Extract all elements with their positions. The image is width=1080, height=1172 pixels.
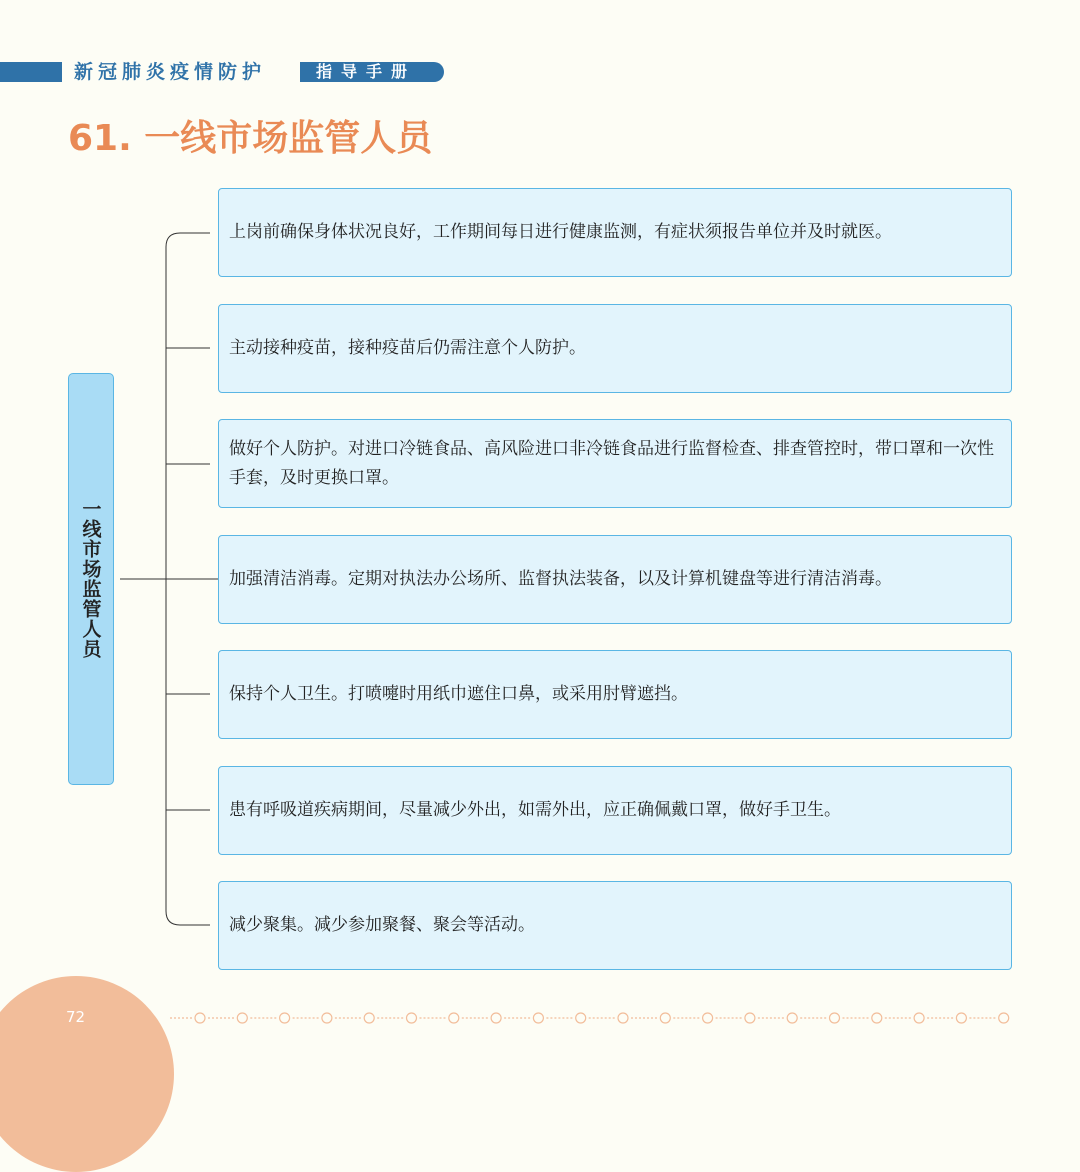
guideline-text: 主动接种疫苗，接种疫苗后仍需注意个人防护。 bbox=[229, 338, 586, 358]
page-title: 61. 一线市场监管人员 bbox=[68, 118, 433, 159]
divider-dot bbox=[576, 1013, 586, 1023]
divider-dot bbox=[872, 1013, 882, 1023]
divider-dot bbox=[914, 1013, 924, 1023]
divider-dot bbox=[999, 1013, 1009, 1023]
guideline-text: 患有呼吸道疾病期间，尽量减少外出，如需外出，应正确佩戴口罩，做好手卫生。 bbox=[229, 800, 841, 820]
header-badge: 指导手册 bbox=[300, 62, 444, 82]
divider-dot bbox=[364, 1013, 374, 1023]
guideline-text: 做好个人防护。对进口冷链食品、高风险进口非冷链食品进行监督检查、排查管控时，带口罩和一次性手套，及时更换口罩。 bbox=[229, 438, 994, 488]
divider-dot bbox=[491, 1013, 501, 1023]
divider-dot bbox=[660, 1013, 670, 1023]
divider-dot bbox=[322, 1013, 332, 1023]
divider-dot bbox=[407, 1013, 417, 1023]
divider-dot bbox=[533, 1013, 543, 1023]
divider-dot bbox=[956, 1013, 966, 1023]
divider-dot bbox=[280, 1013, 290, 1023]
divider-dot bbox=[830, 1013, 840, 1023]
divider-dot bbox=[195, 1013, 205, 1023]
divider-dot bbox=[787, 1013, 797, 1023]
divider-dot bbox=[449, 1013, 459, 1023]
divider-dot bbox=[703, 1013, 713, 1023]
guideline-text: 加强清洁消毒。定期对执法办公场所、监督执法装备，以及计算机键盘等进行清洁消毒。 bbox=[229, 569, 892, 589]
page-number: 72 bbox=[66, 1008, 86, 1026]
divider-dot bbox=[618, 1013, 628, 1023]
divider-dot bbox=[237, 1013, 247, 1023]
guideline-text: 上岗前确保身体状况良好，工作期间每日进行健康监测，有症状须报告单位并及时就医。 bbox=[229, 222, 892, 242]
category-label: 一线市场监管人员 bbox=[79, 499, 102, 659]
guideline-text: 减少聚集。减少参加聚餐、聚会等活动。 bbox=[229, 915, 535, 935]
guideline-text: 保持个人卫生。打喷嚏时用纸巾遮住口鼻，或采用肘臂遮挡。 bbox=[229, 684, 688, 704]
header-series-title: 新冠肺炎疫情防护 bbox=[74, 61, 267, 83]
divider-dot bbox=[745, 1013, 755, 1023]
